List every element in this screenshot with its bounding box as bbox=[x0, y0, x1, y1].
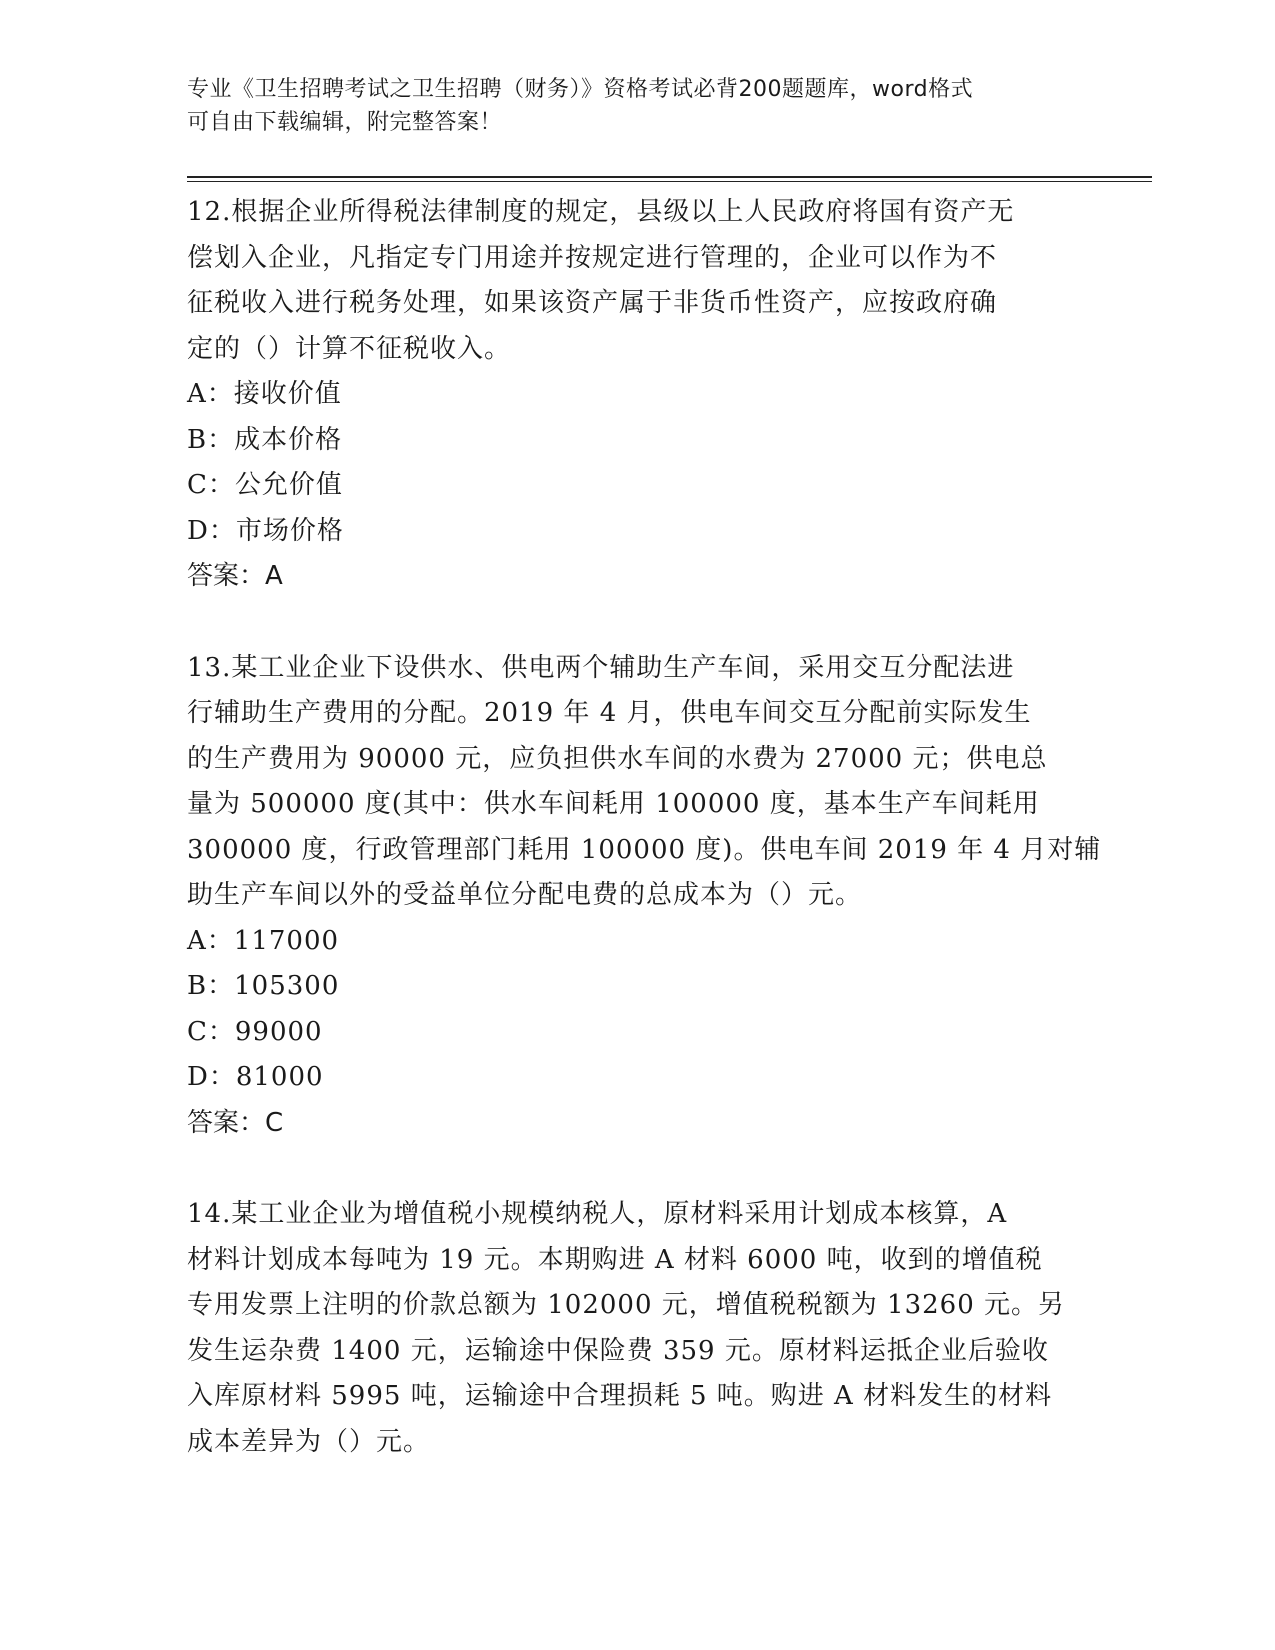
question-text-line: 的生产费用为 90000 元，应负担供水车间的水费为 27000 元；供电总 bbox=[187, 743, 1048, 774]
option-d: D：市场价格 bbox=[187, 515, 344, 546]
option-b: B：成本价格 bbox=[187, 424, 343, 455]
option-c: C：公允价值 bbox=[187, 470, 343, 500]
question-text-line: 量为 500000 度(其中：供水车间耗用 100000 度，基本生产车间耗用 bbox=[187, 789, 1040, 819]
question-text-line: 征税收入进行税务处理，如果该资产属于非货币性资产，应按政府确 bbox=[187, 288, 998, 318]
question-text-line: 偿划入企业，凡指定专门用途并按规定进行管理的，企业可以作为不 bbox=[187, 242, 998, 273]
option-a: A：117000 bbox=[187, 925, 340, 956]
spacer bbox=[187, 1146, 1087, 1192]
question-text-line: 材料计划成本每吨为 19 元。本期购进 A 材料 6000 吨，收到的增值税 bbox=[187, 1244, 1043, 1275]
header-line-1: 专业《卫生招聘考试之卫生招聘（财务）》资格考试必背200题题库，word格式 bbox=[187, 77, 974, 102]
option-a: A：接收价值 bbox=[187, 379, 342, 409]
answer: 答案：C bbox=[187, 1107, 284, 1138]
question-text-line: 300000 度，行政管理部门耗用 100000 度)。供电车间 2019 年 4 月对辅 bbox=[187, 834, 1102, 865]
spacer bbox=[187, 600, 1087, 646]
question-text-line: 行辅助生产费用的分配。2019 年 4 月，供电车间交互分配前实际发生 bbox=[187, 698, 1032, 728]
option-d: D：81000 bbox=[187, 1062, 324, 1092]
question-text-line: 助生产车间以外的受益单位分配电费的总成本为（）元。 bbox=[187, 880, 863, 910]
question-14 bbox=[187, 1192, 1087, 1465]
question-text-line: 13.某工业企业下设供水、供电两个辅助生产车间，采用交互分配法进 bbox=[187, 652, 1015, 683]
question-list bbox=[187, 190, 1102, 1465]
question-text-line: 成本差异为（）元。 bbox=[187, 1426, 431, 1457]
answer: 答案：A bbox=[187, 561, 283, 591]
question-text-line: 发生运杂费 1400 元，运输途中保险费 359 元。原材料运抵企业后验收 bbox=[187, 1335, 1049, 1366]
header-line-2: 可自由下载编辑，附完整答案！ bbox=[187, 110, 503, 135]
header-divider-thick bbox=[187, 176, 1152, 178]
question-text-line: 12.根据企业所得税法律制度的规定，县级以上人民政府将国有资产无 bbox=[187, 197, 1015, 227]
question-13 bbox=[187, 646, 1102, 1147]
question-text-line: 14.某工业企业为增值税小规模纳税人，原材料采用计划成本核算，A bbox=[187, 1199, 1008, 1229]
option-c: C：99000 bbox=[187, 1016, 323, 1047]
question-12 bbox=[187, 190, 1087, 600]
option-b: B：105300 bbox=[187, 971, 340, 1001]
question-text-line: 专用发票上注明的价款总额为 102000 元，增值税税额为 13260 元。另 bbox=[187, 1290, 1066, 1320]
header-divider-thin bbox=[187, 181, 1152, 182]
question-text-line: 定的（）计算不征税收入。 bbox=[187, 333, 512, 364]
question-text-line: 入库原材料 5995 吨，运输途中合理损耗 5 吨。购进 A 材料发生的材料 bbox=[187, 1381, 1053, 1411]
document-header bbox=[187, 73, 1067, 139]
